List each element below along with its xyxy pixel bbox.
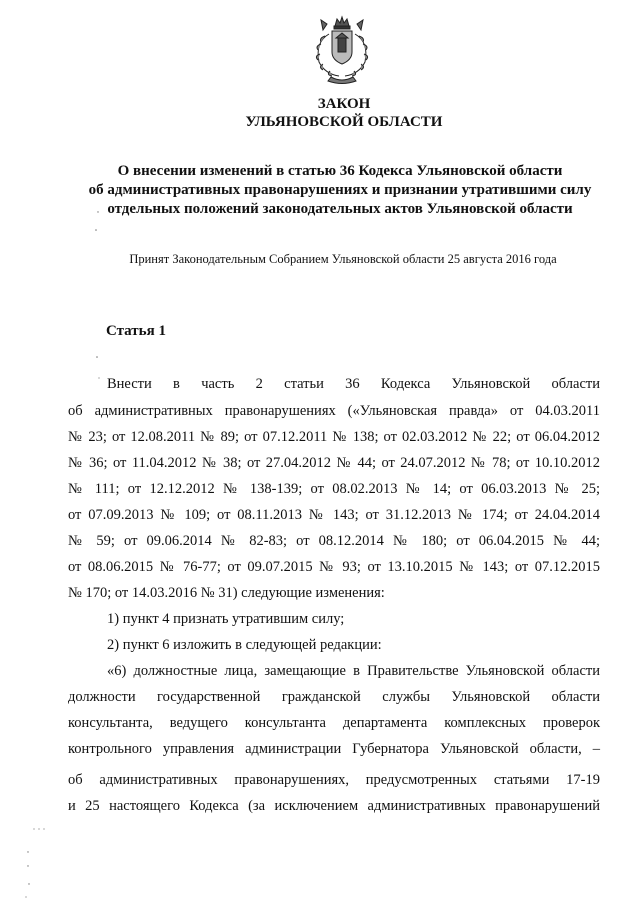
article-text-line: № 59; от 09.06.2014 № 82-83; от 08.12.2014 № 180; от 06.04.2015 № 44; bbox=[68, 533, 600, 549]
adoption-note: Принят Законодательным Собранием Ульяновской области 25 августа 2016 года bbox=[129, 252, 557, 266]
article-text-line: от 08.06.2015 № 76-77; от 09.07.2015 № 93; от 13.10.2015 № 143; от 07.12.2015 bbox=[68, 559, 600, 575]
quoted-text-line: должности государственной гражданской службы Ульяновской области bbox=[68, 689, 600, 705]
article-text-line: Внести в часть 2 статьи 36 Кодекса Ульяновской области bbox=[107, 376, 600, 392]
quoted-text-line: «6) должностные лица, замещающие в Правительстве Ульяновской области bbox=[107, 663, 600, 679]
law-subject-line: об административных правонарушениях и признании утратившими силу bbox=[88, 182, 592, 198]
article-text-line: об административных правонарушениях («Ульяновская правда» от 04.03.2011 bbox=[68, 403, 600, 419]
article-text-line: от 07.09.2013 № 109; от 08.11.2013 № 143; от 31.12.2013 № 174; от 24.04.2014 bbox=[68, 507, 600, 523]
article-item: 2) пункт 6 изложить в следующей редакции: bbox=[107, 637, 382, 653]
article-text-line: № 111; от 12.12.2012 № 138-139; от 08.02.2013 № 14; от 06.03.2013 № 25; bbox=[68, 481, 600, 497]
law-subject-line: О внесении изменений в статью 36 Кодекса Ульяновской области bbox=[117, 163, 563, 179]
quoted-text-line: об административных правонарушениях, предусмотренных статьями 17-19 bbox=[68, 772, 600, 788]
article-text-line: № 36; от 11.04.2012 № 38; от 27.04.2012 № 44; от 24.07.2012 № 78; от 10.10.2012 bbox=[68, 455, 600, 471]
article-item: 1) пункт 4 признать утратившим силу; bbox=[107, 611, 345, 627]
law-subject-line: отдельных положений законодательных актов Ульяновской области bbox=[107, 201, 573, 217]
article-heading: Статья 1 bbox=[106, 323, 166, 339]
quoted-text-line: контрольного управления администрации Губернатора Ульяновской области, – bbox=[68, 741, 600, 757]
article-text-line: № 170; от 14.03.2016 № 31) следующие изменения: bbox=[68, 585, 385, 601]
quoted-text-line: и 25 настоящего Кодекса (за исключением административных правонарушений bbox=[68, 798, 600, 814]
quoted-text-line: консультанта, ведущего консультанта департамента комплексных проверок bbox=[68, 715, 600, 731]
law-type-heading: ЗАКОН bbox=[317, 96, 371, 112]
article-text-line: № 23; от 12.08.2011 № 89; от 07.12.2011 № 138; от 02.03.2012 № 22; от 06.04.2012 bbox=[68, 429, 600, 445]
law-region-heading: УЛЬЯНОВСКОЙ ОБЛАСТИ bbox=[245, 114, 443, 130]
coat-of-arms-icon bbox=[301, 14, 383, 86]
